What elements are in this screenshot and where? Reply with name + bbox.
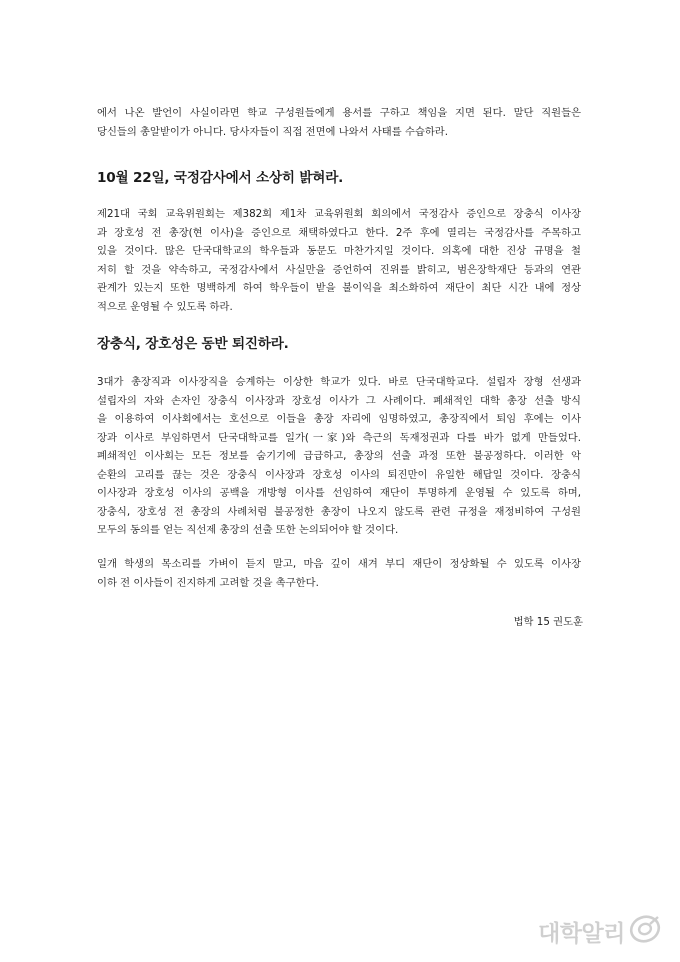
paragraph-line: 일개 학생의 목소리를 가벼이 듣지 말고, 마음 깊이 새겨 부디 재단이 정상화될 수 있도록 이사장: [97, 558, 581, 570]
paragraph-line: 제21대 국회 교육위원회는 제382회 제1차 교육위원회 회의에서 국정감사 증인으로 장충식 이사장: [97, 208, 581, 220]
paragraph-line: 당신들의 총알받이가 아니다. 당사자들이 직접 전면에 나와서 사태를 수습하라.: [97, 125, 449, 138]
paragraph-line: 에서 나온 발언이 사실이라면 학교 구성원들에게 용서를 구하고 책임을 지면 된다. 말단 직원들은: [97, 107, 581, 119]
paragraph-line: 이하 전 이사들이 진지하게 고려할 것을 촉구한다.: [97, 576, 319, 589]
paragraph-line: 장과 이사로 부임하면서 단국대학교를 일가(一家)와 측근의 독재정권과 다를 바가 없게 만들었다.: [97, 431, 581, 444]
paragraph-line: 모두의 동의를 얻는 직선제 총장의 선출 또한 논의되어야 할 것이다.: [97, 524, 399, 536]
paragraph-line: 저히 할 것을 약속하고, 국정감사에서 사실만을 증언하여 진위를 밝히고, 범은장학재단 등과의 연관: [97, 263, 581, 276]
paragraph-3: [97, 373, 581, 540]
paragraph-line: 이사장과 장호성 이사의 공백을 개방형 이사를 선임하여 재단이 투명하게 운영될 수 있도록 하며,: [97, 487, 581, 499]
watermark-text: 대학알리: [538, 920, 625, 947]
paragraph-line: 있을 것이다. 많은 단국대학교의 학우들과 동문도 마찬가지일 것이다. 의혹에 대한 진상 규명을 철: [97, 245, 581, 257]
paragraph-line: 과 장호성 전 총장(현 이사)을 증인으로 채택하였다고 한다. 2주 후에 열리는 국정감사를 주목하고: [97, 226, 581, 239]
paragraph-line: 3대가 총장직과 이사장직을 승계하는 이상한 학교가 있다. 바로 단국대학교다. 설립자 장형 선생과: [97, 376, 581, 388]
section-heading-audit: 10월 22일, 국정감사에서 소상히 밝혀라.: [97, 170, 344, 186]
paragraph-line: 적으로 운영될 수 있도록 하라.: [97, 300, 233, 313]
paragraph-line: 폐쇄적인 이사회는 모든 정보를 숨기기에 급급하고, 총장의 선출 과정 또한 불공정하다. 이러한 악: [97, 450, 581, 462]
paragraph-1: [97, 104, 581, 141]
paragraph-line: 을 이용하여 이사회에서는 호선으로 이들을 총장 자리에 임명하였고, 총장직에서 퇴임 후에는 이사: [97, 413, 581, 425]
signature: 법학 15 권도훈: [513, 616, 583, 628]
watermark: [538, 914, 662, 948]
alli-logo-icon: [628, 914, 662, 948]
paragraph-2: [97, 205, 581, 316]
paragraph-line: 장충식, 장호성 전 총장의 사례처럼 불공정한 총장이 나오지 않도록 관련 규정을 재정비하여 구성원: [97, 505, 581, 518]
section-heading-resign: 장충식, 장호성은 동반 퇴진하라.: [97, 336, 289, 352]
paragraph-4: [97, 555, 581, 592]
paragraph-line: 순환의 고리를 끊는 것은 장충식 이사장과 장호성 이사의 퇴진만이 유일한 해답일 것이다. 장충식: [97, 468, 581, 481]
paragraph-line: 관계가 있는지 또한 명백하게 하여 학우들이 받을 불이익을 최소화하여 재단이 최단 시간 내에 정상: [97, 282, 581, 294]
paragraph-line: 설립자의 자와 손자인 장충식 이사장과 장호성 이사가 그 사례이다. 폐쇄적인 대학 총장 선출 방식: [97, 394, 581, 407]
